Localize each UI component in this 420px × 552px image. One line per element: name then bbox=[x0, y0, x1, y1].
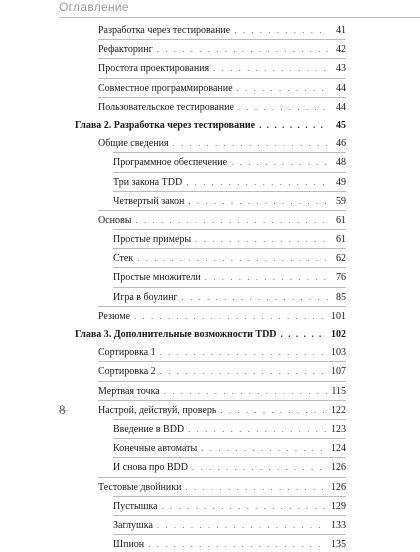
table-of-contents bbox=[75, 23, 346, 552]
toc-entry-title: Общие сведения bbox=[98, 138, 169, 150]
divider bbox=[98, 361, 346, 362]
dot-leader bbox=[137, 251, 328, 266]
toc-entry[interactable] bbox=[75, 100, 346, 115]
dot-leader bbox=[182, 290, 328, 305]
toc-entry-page: 44 bbox=[336, 101, 346, 113]
divider bbox=[98, 477, 346, 478]
dot-leader bbox=[205, 270, 328, 285]
toc-entry-page: 42 bbox=[336, 44, 346, 56]
toc-entry[interactable] bbox=[75, 480, 346, 495]
divider bbox=[113, 248, 346, 249]
toc-entry-title: Введение в BDD bbox=[113, 423, 185, 435]
toc-entry-page: 62 bbox=[336, 253, 346, 265]
toc-entry[interactable] bbox=[75, 403, 346, 418]
divider bbox=[113, 287, 346, 288]
divider bbox=[113, 457, 346, 458]
dot-leader bbox=[164, 384, 328, 399]
toc-entry[interactable] bbox=[75, 309, 346, 324]
toc-entry[interactable] bbox=[75, 61, 346, 76]
toc-entry-title: Настрой, действуй, проверь bbox=[98, 404, 217, 416]
dot-leader bbox=[238, 100, 328, 115]
toc-entry-page: 122 bbox=[331, 404, 346, 416]
toc-chapter-title: Глава 3. Дополнительные возможности TDD bbox=[75, 329, 277, 340]
toc-entry-page: 49 bbox=[336, 176, 346, 188]
toc-entry-title: И снова про BDD bbox=[113, 462, 189, 474]
toc-subentry[interactable] bbox=[75, 499, 346, 514]
toc-subentry[interactable] bbox=[75, 155, 346, 170]
page-number: 8 bbox=[59, 402, 66, 417]
toc-chapter-entry[interactable] bbox=[75, 118, 346, 133]
toc-chapter-title: Глава 2. Разработка через тестирование bbox=[75, 119, 256, 131]
dot-leader bbox=[160, 345, 327, 360]
toc-chapter-page: 102 bbox=[331, 329, 346, 340]
divider bbox=[113, 496, 346, 497]
divider bbox=[113, 267, 346, 268]
toc-entry-page: 103 bbox=[331, 347, 346, 359]
dot-leader bbox=[148, 537, 327, 552]
dot-leader bbox=[192, 460, 327, 475]
toc-entry-title: Пользовательское тестирование bbox=[98, 101, 234, 113]
dot-leader bbox=[195, 232, 328, 247]
toc-subentry[interactable] bbox=[75, 460, 346, 475]
toc-entry-title: Конечные автоматы bbox=[113, 443, 198, 455]
dot-leader bbox=[188, 422, 327, 437]
divider bbox=[113, 229, 346, 230]
dot-leader bbox=[213, 61, 328, 76]
toc-entry-page: 59 bbox=[336, 195, 346, 207]
divider bbox=[113, 172, 346, 173]
toc-entry-title: Игра в боулинг bbox=[113, 291, 178, 303]
toc-entry-page: 61 bbox=[336, 234, 346, 246]
toc-entry[interactable] bbox=[75, 81, 346, 96]
toc-entry[interactable] bbox=[75, 42, 346, 57]
toc-entry-title: Шпион bbox=[113, 539, 145, 551]
toc-entry-page: 126 bbox=[331, 462, 346, 474]
toc-subentry[interactable] bbox=[75, 290, 346, 305]
toc-entry-title: Сортировка 1 bbox=[98, 347, 156, 359]
dot-leader bbox=[201, 441, 327, 456]
divider bbox=[98, 39, 346, 40]
divider bbox=[113, 191, 346, 192]
toc-entry-page: 129 bbox=[331, 500, 346, 512]
toc-entry-page: 61 bbox=[336, 214, 346, 226]
toc-entry-page: 43 bbox=[336, 63, 346, 75]
toc-subentry[interactable] bbox=[75, 194, 346, 209]
toc-entry-title: Пустышка bbox=[113, 500, 158, 512]
toc-entry-title: Мертвая точка bbox=[98, 385, 160, 397]
divider bbox=[98, 210, 346, 211]
toc-entry-title: Основы bbox=[98, 214, 132, 226]
toc-subentry[interactable] bbox=[75, 251, 346, 266]
toc-entry-page: 46 bbox=[336, 138, 346, 150]
dot-leader bbox=[188, 194, 328, 209]
toc-entry-title: Стек bbox=[113, 253, 134, 265]
toc-entry[interactable] bbox=[75, 345, 346, 360]
toc-entry-title: Три закона TDD bbox=[113, 176, 183, 188]
toc-entry-page: 85 bbox=[336, 291, 346, 303]
toc-entry-page: 44 bbox=[336, 82, 346, 94]
toc-entry-title: Совместное программирование bbox=[98, 82, 233, 94]
toc-entry[interactable] bbox=[75, 213, 346, 228]
toc-entry[interactable] bbox=[75, 384, 346, 399]
toc-entry-title: Четвертый закон bbox=[113, 195, 185, 207]
toc-subentry[interactable] bbox=[75, 175, 346, 190]
dot-leader bbox=[162, 499, 327, 514]
divider bbox=[98, 400, 346, 401]
running-header-title: Оглавление bbox=[59, 0, 129, 14]
toc-entry-title: Тестовые двойники bbox=[98, 481, 182, 493]
toc-entry-title: Резюме bbox=[98, 310, 131, 322]
toc-entry-title: Простые множители bbox=[113, 272, 201, 284]
header-rule bbox=[59, 17, 420, 18]
toc-chapter-page: 45 bbox=[336, 119, 346, 131]
toc-subentry[interactable] bbox=[75, 518, 346, 533]
toc-entry-page: 107 bbox=[331, 366, 346, 378]
dot-leader bbox=[134, 309, 327, 324]
divider bbox=[98, 58, 346, 59]
dot-leader bbox=[281, 327, 327, 342]
dot-leader bbox=[259, 118, 328, 133]
dot-leader bbox=[160, 364, 327, 379]
toc-chapter-entry[interactable] bbox=[75, 327, 346, 342]
toc-entry-page: 135 bbox=[331, 539, 346, 551]
divider bbox=[113, 534, 346, 535]
dot-leader bbox=[135, 213, 328, 228]
dot-leader bbox=[157, 42, 328, 57]
toc-entry-page: 133 bbox=[331, 519, 346, 531]
dot-leader bbox=[231, 155, 328, 170]
toc-entry-title: Простота проектирования bbox=[98, 63, 210, 75]
toc-subentry[interactable] bbox=[75, 422, 346, 437]
divider bbox=[113, 515, 346, 516]
toc-entry-title: Простые примеры bbox=[113, 234, 192, 246]
toc-entry-page: 126 bbox=[331, 481, 346, 493]
toc-subentry[interactable] bbox=[75, 232, 346, 247]
toc-entry-page: 41 bbox=[336, 25, 346, 36]
divider bbox=[113, 152, 346, 153]
dot-leader bbox=[186, 175, 328, 190]
dot-leader bbox=[234, 23, 328, 38]
dot-leader bbox=[237, 81, 328, 96]
toc-entry-page: 76 bbox=[336, 272, 346, 284]
toc-entry-title: Разработка через тестирование bbox=[98, 25, 231, 36]
dot-leader bbox=[185, 480, 327, 495]
toc-subentry[interactable] bbox=[75, 441, 346, 456]
toc-entry[interactable] bbox=[75, 364, 346, 379]
dot-leader bbox=[157, 518, 327, 533]
divider bbox=[98, 78, 346, 79]
toc-subentry[interactable] bbox=[75, 537, 346, 552]
toc-entry[interactable] bbox=[75, 23, 346, 38]
toc-entry[interactable] bbox=[75, 136, 346, 151]
toc-entry-title: Рефакторинг bbox=[98, 44, 153, 56]
toc-entry-page: 101 bbox=[331, 310, 346, 322]
toc-entry-page: 123 bbox=[331, 423, 346, 435]
dot-leader bbox=[220, 403, 327, 418]
divider bbox=[98, 381, 346, 382]
toc-entry-title: Сортировка 2 bbox=[98, 366, 156, 378]
dot-leader bbox=[173, 136, 328, 151]
divider bbox=[113, 438, 346, 439]
toc-entry-title: Заглушка bbox=[113, 519, 153, 531]
divider bbox=[98, 97, 346, 98]
toc-entry-page: 124 bbox=[331, 443, 346, 455]
toc-entry-title: Программное обеспечение bbox=[113, 157, 228, 169]
toc-entry-page: 48 bbox=[336, 157, 346, 169]
divider bbox=[98, 306, 346, 307]
toc-subentry[interactable] bbox=[75, 270, 346, 285]
toc-entry-page: 115 bbox=[331, 385, 346, 397]
